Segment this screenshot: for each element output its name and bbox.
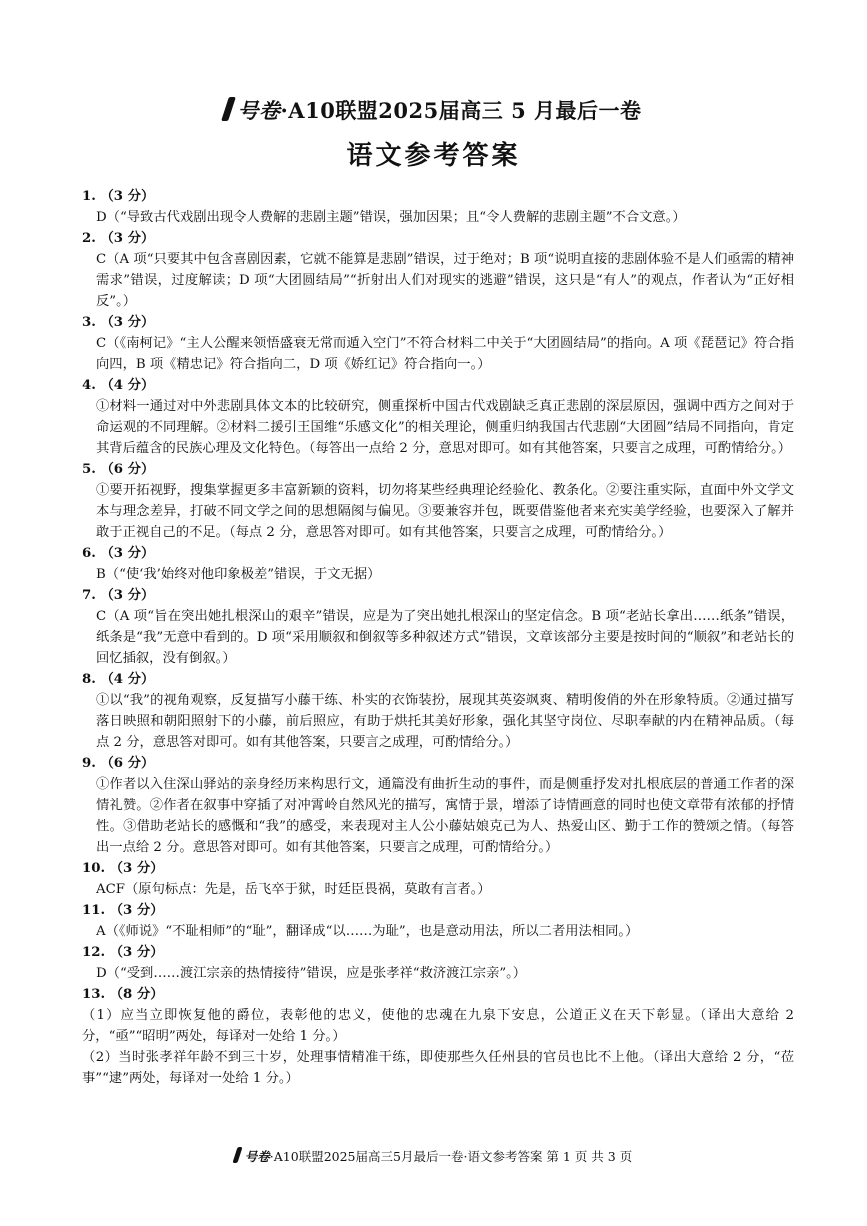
- answer-list: [82, 186, 794, 1089]
- question-number: 11. （3 分）: [82, 903, 164, 918]
- brush-logo-icon: [222, 97, 237, 121]
- page-footer: [0, 1147, 867, 1165]
- question-answer: ACF（原句标点：先是，岳飞卒于狱，时廷臣畏祸，莫敢有言者。）: [96, 882, 491, 897]
- footer-logo: [235, 1147, 270, 1165]
- brush-logo-icon: [232, 1147, 242, 1163]
- page-subtitle: 语文参考答案: [346, 141, 521, 171]
- exam-title: [0, 95, 867, 125]
- question-item: [82, 585, 794, 669]
- question-answer: B（“使‘我’始终对他印象极差”错误，于文无据）: [96, 567, 381, 582]
- question-number: 4. （4 分）: [82, 378, 155, 393]
- question-item: [82, 312, 794, 375]
- footer-text: ·A10联盟2025届高三5月最后一卷·语文参考答案 第 1 页 共 3 页: [269, 1149, 633, 1164]
- question-item: [82, 375, 794, 459]
- question-item: [82, 900, 794, 942]
- question-answer: ①以“我”的视角观察，反复描写小藤干练、朴实的衣饰装扮，展现其英姿飒爽、精明俊俏的外在形象特质。②通过描写落日映照和朝阳照射下的小藤，前后照应，有助于烘托其美好形象，强化其坚守岗位、尽职奉献的内在精神品质。（每点 2 分，意思答对即可。如有其他答案，只要言之成理，可酌情给分。）: [96, 693, 794, 750]
- question-number: 7. （3 分）: [82, 588, 155, 603]
- question-answer: C（A 项“旨在突出她扎根深山的艰辛”错误，应是为了突出她扎根深山的坚定信念。B 项“老站长拿出……纸条”错误，纸条是“我”无意中看到的。D 项“采用顺叙和倒叙等多种叙述方式”错误，文章该部分主要是按时间的“顺叙”和老站长的回忆插叙，没有倒叙。）: [96, 609, 794, 666]
- question-item: [82, 753, 794, 858]
- question-answer: C（《南柯记》“主人公醒来领悟盛衰无常而遁入空门”不符合材料二中关于“大团圆结局”的指向。A 项《琵琶记》符合指向四，B 项《精忠记》符合指向二，D 项《娇红记》符合指向一。）: [96, 336, 794, 372]
- question-number: 10. （3 分）: [82, 861, 164, 876]
- question-item: [82, 186, 794, 228]
- question-answer: D（“受到……渡江宗亲的热情接待”错误，应是张孝祥“救济渡江宗亲”。）: [96, 966, 527, 981]
- question-item: [82, 669, 794, 753]
- exam-logo: [225, 95, 280, 125]
- question-answer: A（《师说》“不耻相师”的“耻”，翻译成“以……为耻”，也是意动用法，所以二者用法相同。）: [96, 924, 639, 939]
- logo-text: 号卷: [237, 98, 281, 123]
- page-header: [0, 95, 867, 172]
- question-number: 2. （3 分）: [82, 231, 155, 246]
- question-item: [82, 543, 794, 585]
- question-answer: ①材料一通过对中外悲剧具体文本的比较研究，侧重探析中国古代戏剧缺乏真正悲剧的深层原因，强调中西方之间对于命运观的不同理解。②材料二援引王国维“乐感文化”的相关理论，侧重归纳我国古代悲剧“大团圆”结局不同指向，肯定其背后蕴含的民族心理及文化特色。（每答出一点给 2 分，意思对即可。如有其他答案，只要言之成理，可酌情给分。）: [96, 399, 794, 456]
- question-answer: D（“导致古代戏剧出现令人费解的悲剧主题”错误，强加因果；且“令人费解的悲剧主题”不合文意。）: [96, 210, 686, 225]
- translation-part-1: （1）应当立即恢复他的爵位，表彰他的忠义，使他的忠魂在九泉下安息，公道正义在天下彰显。（译出大意给 2 分，“亟”“昭明”两处，每译对一处给 1 分。）: [82, 1008, 794, 1044]
- question-number: 5. （6 分）: [82, 462, 155, 477]
- exam-title-text: ·A10联盟2025届高三 5 月最后一卷: [280, 98, 642, 123]
- question-number: 1. （3 分）: [82, 189, 155, 204]
- question-item: [82, 858, 794, 900]
- question-item: [82, 984, 794, 1089]
- question-number: 8. （4 分）: [82, 672, 155, 687]
- question-answer: C（A 项“只要其中包含喜剧因素，它就不能算是悲剧”错误，过于绝对；B 项“说明直接的悲剧体验不是人们亟需的精神需求”错误，过度解读；D 项“大团圆结局”“折射出人们对现实的逃避”错误，这只是“有人”的观点，作者认为“正好相反”。）: [96, 252, 794, 309]
- translation-part-2: （2）当时张孝祥年龄不到三十岁，处理事情精准干练，即使那些久任州县的官员也比不上他。（译出大意给 2 分，“莅事”“逮”两处，每译对一处给 1 分。）: [82, 1050, 794, 1086]
- question-number: 13. （8 分）: [82, 987, 164, 1002]
- question-number: 9. （6 分）: [82, 756, 155, 771]
- question-number: 3. （3 分）: [82, 315, 155, 330]
- question-number: 12. （3 分）: [82, 945, 164, 960]
- question-item: [82, 228, 794, 312]
- question-item: [82, 942, 794, 984]
- question-number: 6. （3 分）: [82, 546, 155, 561]
- question-item: [82, 459, 794, 543]
- question-answer: ①要开拓视野，搜集掌握更多丰富新颖的资料，切勿将某些经典理论经验化、教条化。②要注重实际，直面中外文学文本与理念差异，打破不同文学之间的思想隔阂与偏见。③要兼容并包，既要借鉴他者来充实美学经验，也要深入了解并敢于正视自己的不足。（每点 2 分，意思答对即可。如有其他答案，只要言之成理，可酌情给分。）: [96, 483, 794, 540]
- footer-logo-text: 号卷: [244, 1149, 270, 1164]
- question-answer: ①作者以入住深山驿站的亲身经历来构思行文，通篇没有曲折生动的事件，而是侧重抒发对扎根底层的普通工作者的深情礼赞。②作者在叙事中穿插了对冲霄岭自然风光的描写，寓情于景，增添了诗情画意的同时也使文章带有浓郁的抒情性。③借助老站长的感慨和“我”的感受，来表现对主人公小藤姑娘克己为人、热爱山区、勤于工作的赞颂之情。（每答出一点给 2 分。意思答对即可。如有其他答案，只要言之成理，可酌情给分。）: [96, 777, 794, 855]
